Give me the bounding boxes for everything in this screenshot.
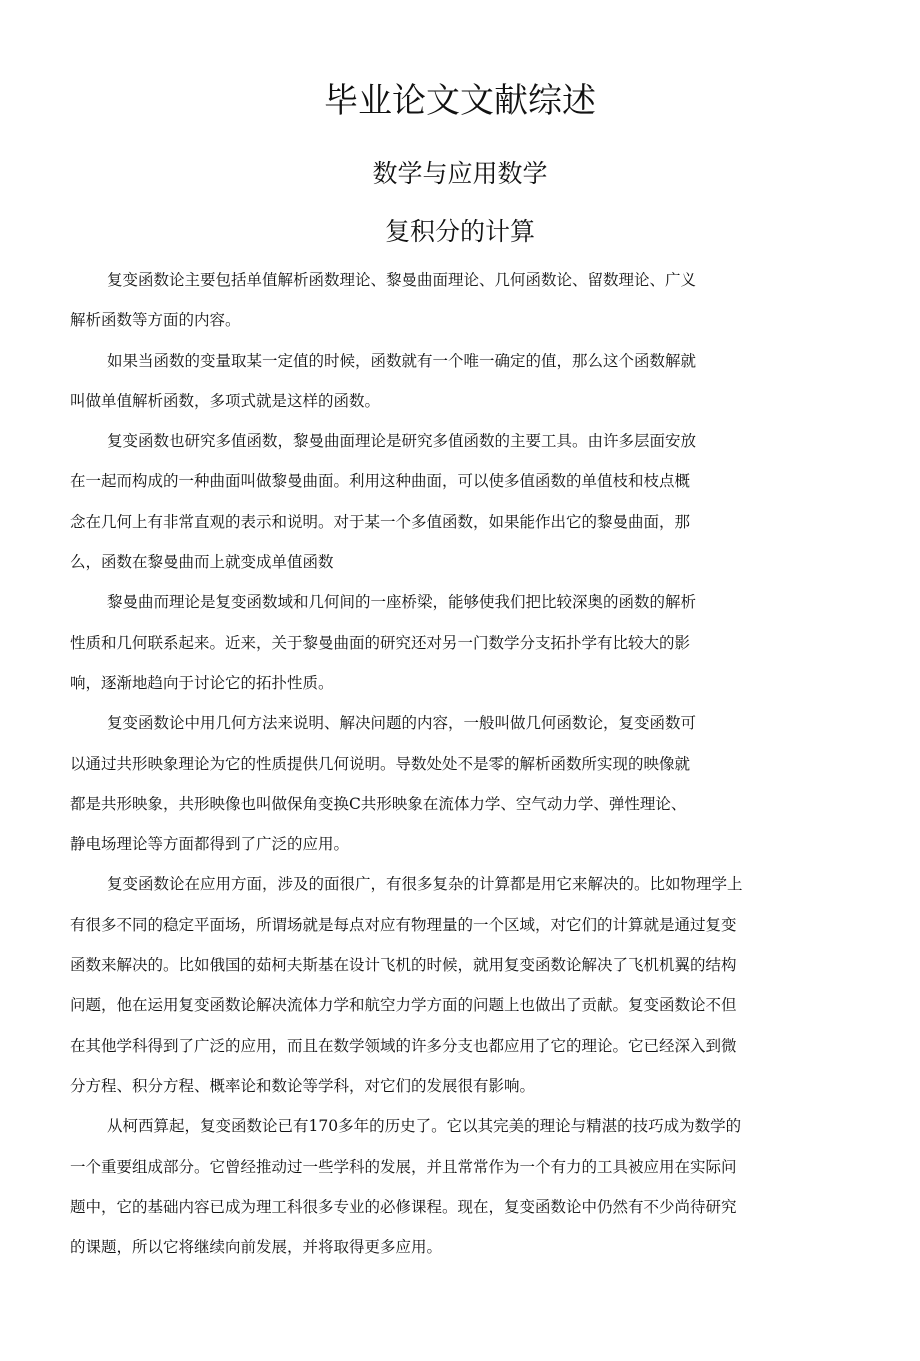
paragraph-line: 以通过共形映象理论为它的性质提供几何说明。导数处处不是零的解析函数所实现的映像就 bbox=[70, 754, 691, 773]
paragraph bbox=[70, 582, 822, 703]
paragraph-line: 复变函数论在应用方面，涉及的面很广，有很多复杂的计算都是用它来解决的。比如物理学上 bbox=[107, 875, 743, 894]
paragraph bbox=[70, 1106, 822, 1267]
paragraph-line: 性质和几何联系起来。近来，关于黎曼曲面的研究还对另一门数学分支拓扑学有比较大的影 bbox=[70, 633, 691, 652]
paragraph-line: 都是共形映象，共形映像也叫做保角变换C共形映象在流体力学、空气动力学、弹性理论、 bbox=[70, 794, 687, 813]
paragraph bbox=[70, 421, 822, 582]
paragraph-line: 静电场理论等方面都得到了广泛的应用。 bbox=[70, 835, 350, 854]
paragraph-line: 么，函数在黎曼曲而上就变成单值函数 bbox=[70, 553, 334, 572]
paragraph-line: 黎曼曲而理论是复变函数域和几何间的一座桥梁，能够使我们把比较深奥的函数的解析 bbox=[107, 593, 697, 612]
paragraph-line: 念在几何上有非常直观的表示和说明。对于某一个多值函数，如果能作出它的黎曼曲面，那 bbox=[70, 512, 691, 531]
paragraph bbox=[70, 864, 822, 1106]
paragraph bbox=[70, 260, 822, 341]
paragraph-line: 复变函数论主要包括单值解析函数理论、黎曼曲面理论、几何函数论、留数理论、广义 bbox=[107, 271, 697, 289]
paragraph-line: 如果当函数的变量取某一定值的时候，函数就有一个唯一确定的值，那么这个函数解就 bbox=[107, 351, 697, 370]
body-text bbox=[70, 260, 822, 1267]
paragraph-line: 一个重要组成部分。它曾经推动过一些学科的发展，并且常常作为一个有力的工具被应用在实际问 bbox=[70, 1157, 737, 1176]
document-title: 毕业论文文献综述 bbox=[324, 81, 596, 121]
paragraph bbox=[70, 703, 822, 864]
paragraph-line: 分方程、积分方程、概率论和数论等学科，对它们的发展很有影响。 bbox=[70, 1076, 536, 1095]
paragraph-line: 叫做单值解析函数，多项式就是这样的函数。 bbox=[70, 391, 381, 410]
paragraph-line: 复变函数也研究多值函数，黎曼曲面理论是研究多值函数的主要工具。由许多层面安放 bbox=[107, 432, 697, 451]
paragraph-line: 的课题，所以它将继续向前发展，并将取得更多应用。 bbox=[70, 1238, 443, 1257]
paragraph-line: 题中，它的基础内容已成为理工科很多专业的必修课程。现在，复变函数论中仍然有不少尚待研究 bbox=[70, 1197, 737, 1216]
paragraph-line: 响，逐渐地趋向于讨论它的拓扑性质。 bbox=[70, 673, 334, 692]
paragraph-line: 从柯西算起，复变函数论已有170多年的历史了。它以其完美的理论与精湛的技巧成为数学的 bbox=[107, 1117, 742, 1136]
major-subtitle: 数学与应用数学 bbox=[372, 159, 548, 188]
paragraph-line: 有很多不同的稳定平面场，所谓场就是每点对应有物理量的一个区域，对它们的计算就是通过复变 bbox=[70, 915, 737, 934]
paragraph-line: 函数来解决的。比如俄国的茹柯夫斯基在设计飞机的时候，就用复变函数论解决了飞机机翼的结构 bbox=[70, 956, 737, 975]
paragraph-line: 在一起而构成的一种曲面叫做黎曼曲面。利用这种曲面，可以使多值函数的单值枝和枝点概 bbox=[70, 472, 691, 491]
paragraph-line: 解析函数等方面的内容。 bbox=[70, 311, 241, 330]
paragraph bbox=[70, 341, 822, 422]
topic-subtitle: 复积分的计算 bbox=[384, 217, 535, 246]
paragraph-line: 复变函数论中用几何方法来说明、解决问题的内容，一般叫做几何函数论，复变函数可 bbox=[107, 714, 697, 733]
paragraph-line: 在其他学科得到了广泛的应用，而且在数学领域的许多分支也都应用了它的理论。它已经深入到微 bbox=[70, 1036, 737, 1055]
paragraph-line: 问题，他在运用复变函数论解决流体力学和航空力学方面的问题上也做出了贡献。复变函数论不但 bbox=[70, 996, 737, 1015]
